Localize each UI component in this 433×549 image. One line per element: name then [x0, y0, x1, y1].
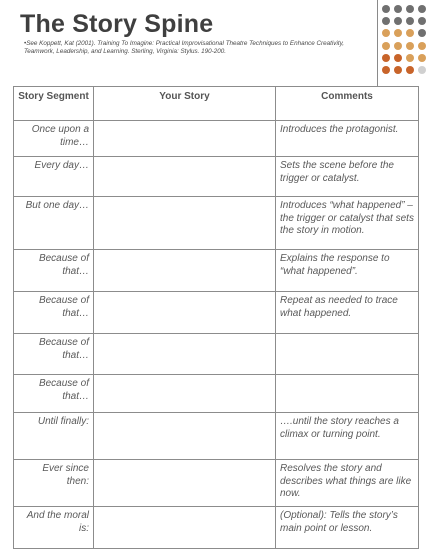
decor-dot [418, 29, 426, 37]
comment-cell: (Optional): Tells the story’s main point or lesson. [276, 507, 419, 549]
your-story-cell[interactable] [94, 292, 276, 334]
decor-dot [382, 5, 390, 13]
decor-dot [382, 54, 390, 62]
decor-dot [382, 66, 390, 74]
segment-cell: Because of that… [14, 292, 94, 334]
table-row [14, 157, 419, 197]
segment-cell: Every day… [14, 157, 94, 197]
table-row [14, 121, 419, 157]
segment-cell: And the moral is: [14, 507, 94, 549]
table-row [14, 413, 419, 460]
your-story-cell[interactable] [94, 460, 276, 507]
your-story-cell[interactable] [94, 375, 276, 413]
decor-dot [394, 66, 402, 74]
decor-dot [418, 5, 426, 13]
comment-cell: Introduces “what happened” – the trigger or catalyst that sets the story in motion. [276, 197, 419, 250]
citation: •See Koppett, Kat (2001). Training To Imagine: Practical Improvisational Theatre Techniques to Enhance Creativity, Teamwork, Leadership, and Learning. Sterling, Virginia: Stylus. 190-200. [24, 40, 345, 55]
decor-dot [406, 66, 414, 74]
table-row [14, 460, 419, 507]
comment-cell [276, 375, 419, 413]
decor-dot [406, 29, 414, 37]
decor-dot [418, 42, 426, 50]
table-row [14, 375, 419, 413]
decor-dot-grid [382, 5, 426, 74]
page-title: The Story Spine [20, 10, 214, 38]
table-row [14, 507, 419, 549]
your-story-cell[interactable] [94, 197, 276, 250]
comment-cell: ….until the story reaches a climax or turning point. [276, 413, 419, 460]
decor-dot [394, 29, 402, 37]
comment-cell [276, 334, 419, 375]
header-comments: Comments [276, 87, 419, 121]
segment-cell: Once upon a time… [14, 121, 94, 157]
comment-cell: Repeat as needed to trace what happened. [276, 292, 419, 334]
decor-dot [394, 42, 402, 50]
decor-dot [382, 29, 390, 37]
header-story-segment: Story Segment [14, 87, 94, 121]
your-story-cell[interactable] [94, 413, 276, 460]
your-story-cell[interactable] [94, 334, 276, 375]
decor-dot [406, 54, 414, 62]
comment-cell: Resolves the story and describes what things are like now. [276, 460, 419, 507]
table-header-row [14, 87, 419, 121]
story-spine-table [13, 86, 419, 549]
table-row [14, 292, 419, 334]
decor-dot [394, 54, 402, 62]
your-story-cell[interactable] [94, 121, 276, 157]
decor-dot [382, 42, 390, 50]
decor-dot [394, 17, 402, 25]
header-your-story: Your Story [94, 87, 276, 121]
comment-cell: Explains the response to “what happened”. [276, 250, 419, 292]
decor-dot [418, 66, 426, 74]
decor-divider [377, 0, 378, 86]
decor-dot [406, 42, 414, 50]
your-story-cell[interactable] [94, 507, 276, 549]
table-row [14, 197, 419, 250]
decor-dot [406, 5, 414, 13]
your-story-cell[interactable] [94, 250, 276, 292]
decor-dot [418, 17, 426, 25]
comment-cell: Sets the scene before the trigger or catalyst. [276, 157, 419, 197]
decor-dot [406, 17, 414, 25]
your-story-cell[interactable] [94, 157, 276, 197]
segment-cell: Because of that… [14, 334, 94, 375]
table-row [14, 250, 419, 292]
decor-dot [418, 54, 426, 62]
table-row [14, 334, 419, 375]
comment-cell: Introduces the protagonist. [276, 121, 419, 157]
segment-cell: Until finally: [14, 413, 94, 460]
segment-cell: But one day… [14, 197, 94, 250]
segment-cell: Because of that… [14, 375, 94, 413]
decor-dot [394, 5, 402, 13]
decor-dot [382, 17, 390, 25]
segment-cell: Ever since then: [14, 460, 94, 507]
segment-cell: Because of that… [14, 250, 94, 292]
